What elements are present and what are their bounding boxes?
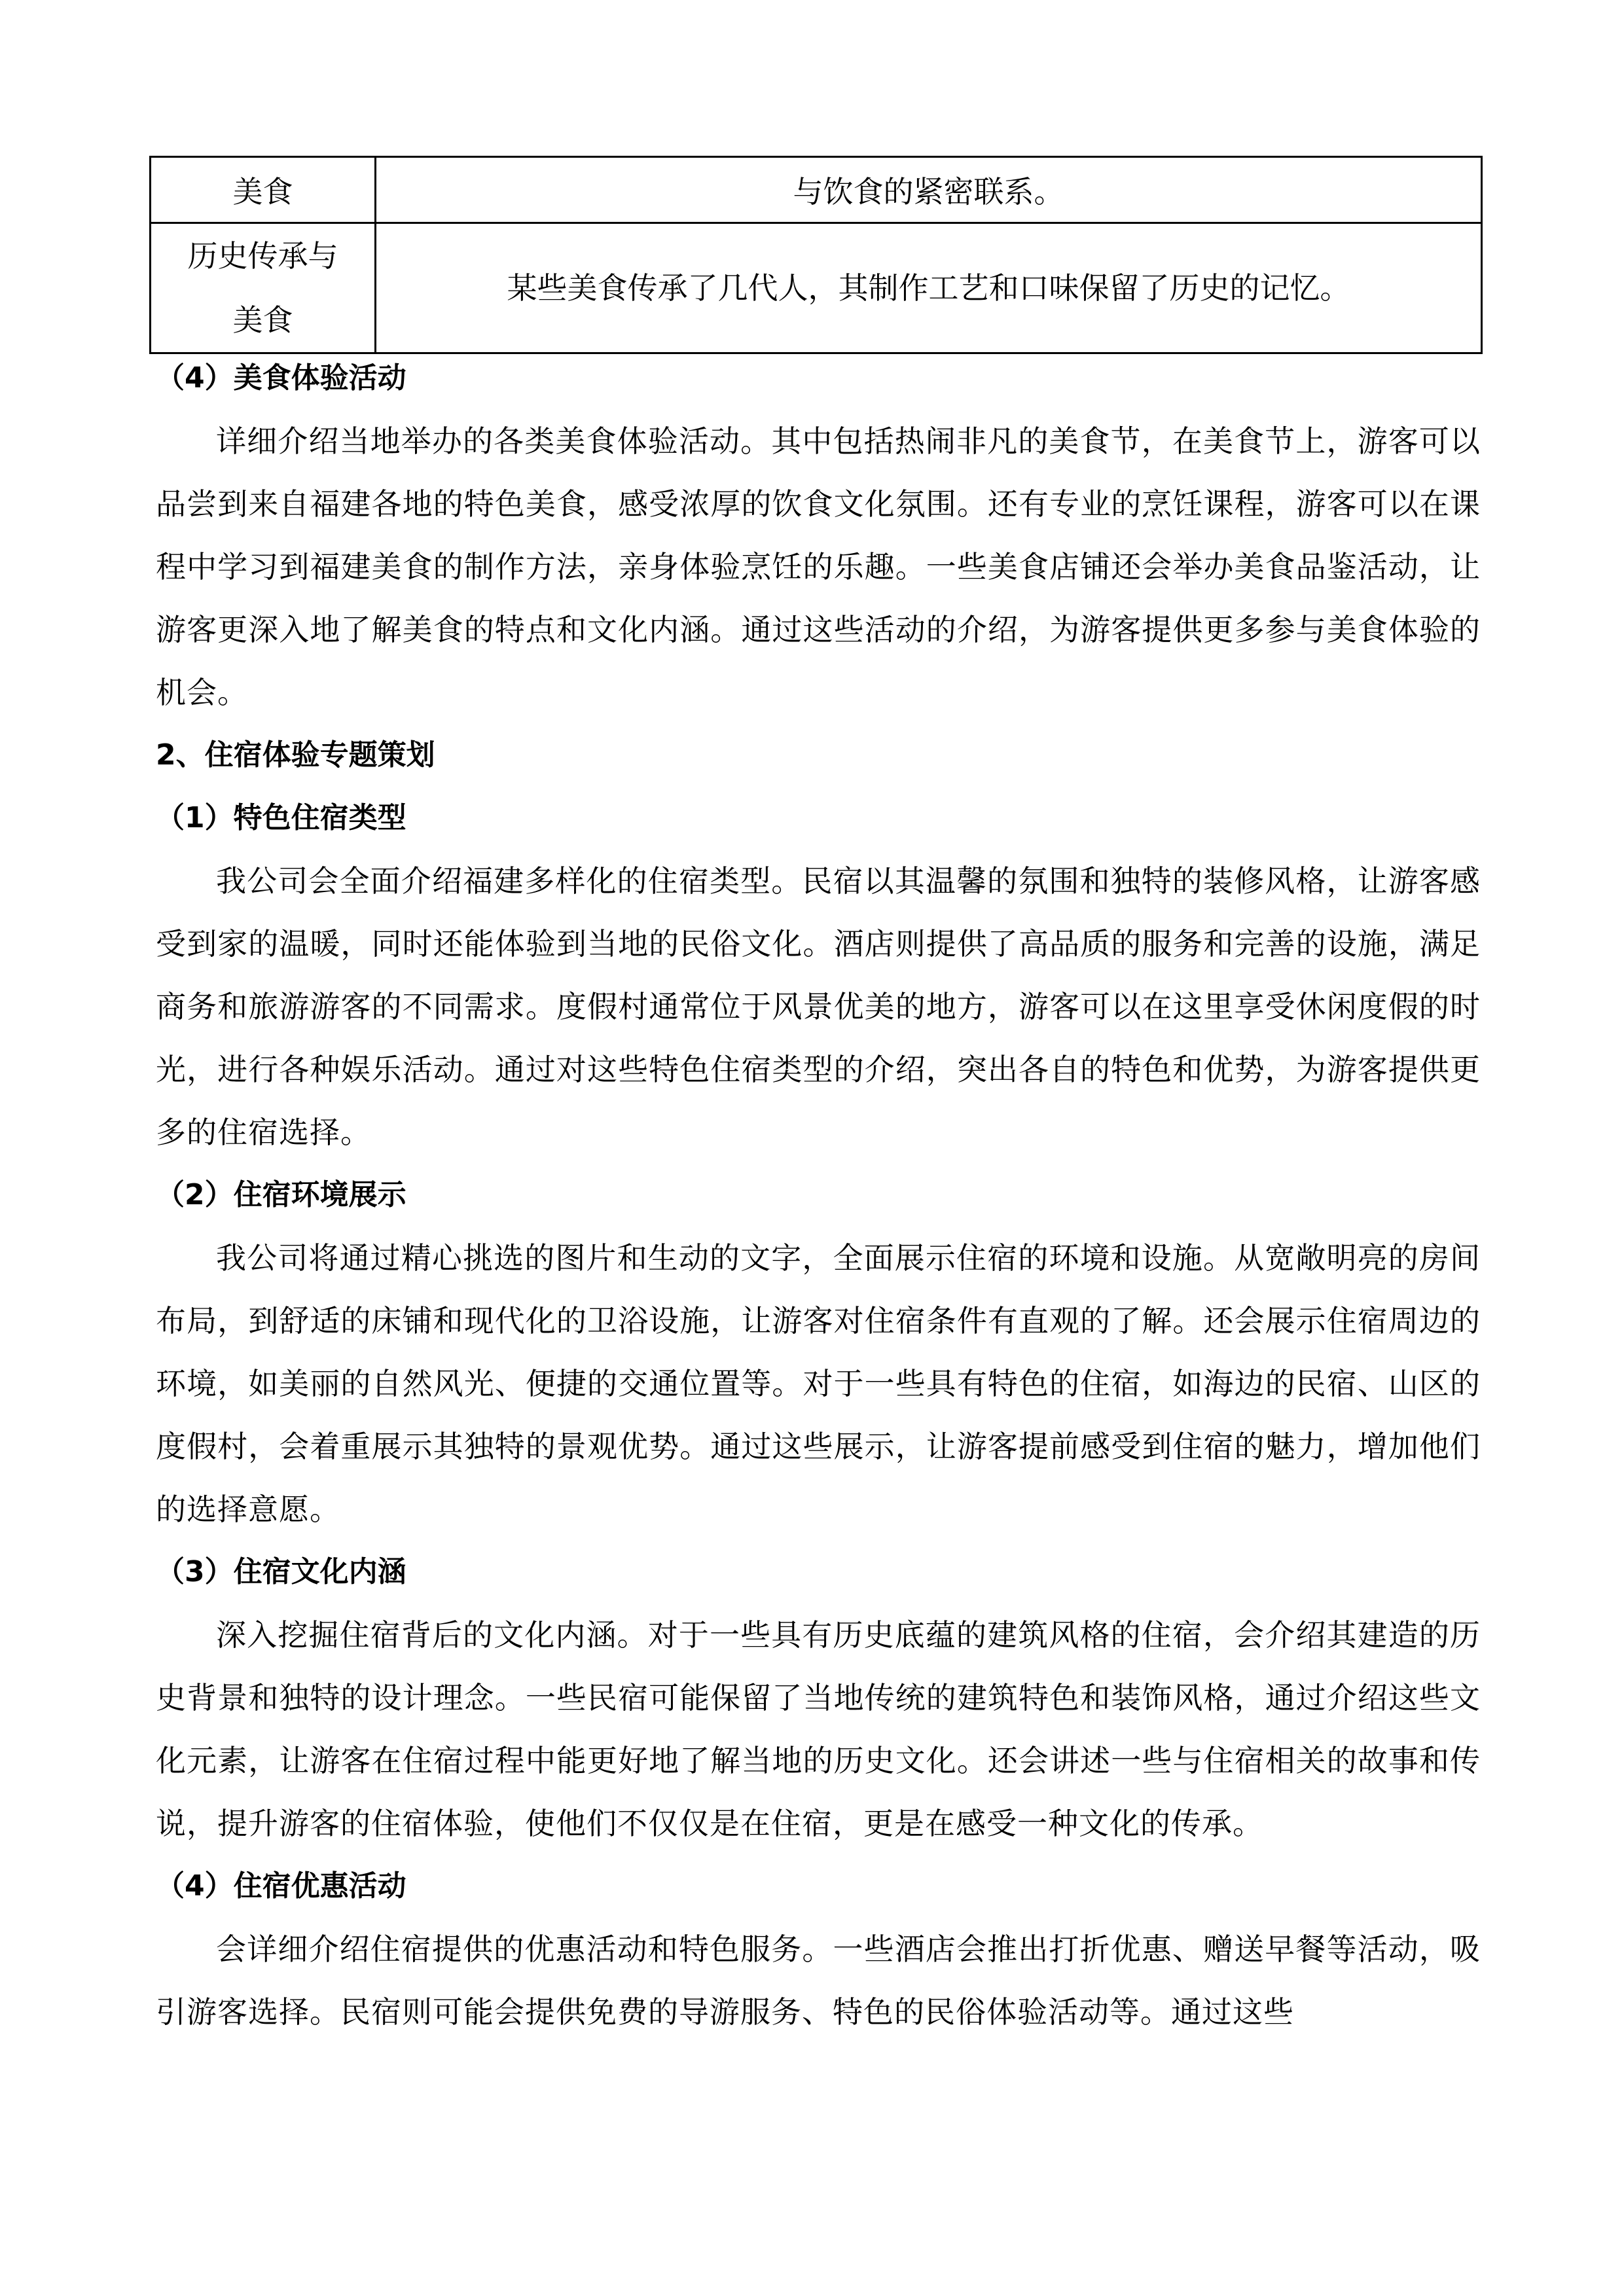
- paragraph-lodging-culture: 深入挖掘住宿背后的文化内涵。对于一些具有历史底蕴的建筑风格的住宿，会介绍其建造的历史背景和独特的设计理念。一些民宿可能保留了当地传统的建筑特色和装饰风格，通过介绍这些文化元素，让游客在住宿过程中能更好地了解当地的历史文化。还会讲述一些与住宿相关的故事和传说，提升游客的住宿体验，使他们不仅仅是在住宿，更是在感受一种文化的传承。: [156, 1617, 1481, 1841]
- paragraph-lodging-offers: 会详细介绍住宿提供的优惠活动和特色服务。一些酒店会推出打折优惠、赠送早餐等活动，吸引游客选择。民宿则可能会提供免费的导游服务、特色的民俗体验活动等。通过这些: [156, 1931, 1481, 2030]
- document-body: [156, 347, 1481, 2043]
- paragraph-lodging-environment: 我公司将通过精心挑选的图片和生动的文字，全面展示住宿的环境和设施。从宽敞明亮的房间布局，到舒适的床铺和现代化的卫浴设施，让游客对住宿条件有直观的了解。还会展示住宿周边的环境，如美丽的自然风光、便捷的交通位置等。对于一些具有特色的住宿，如海边的民宿、山区的度假村，会着重展示其独特的景观优势。通过这些展示，让游客提前感受到住宿的魅力，增加他们的选择意愿。: [156, 1240, 1481, 1527]
- continued-table: [149, 156, 1483, 354]
- heading-lodging-culture: （3）住宿文化内涵: [156, 1555, 406, 1588]
- table-row: [151, 223, 1482, 353]
- table-label-line-2: 美食: [232, 302, 293, 338]
- table-label-cell: [151, 157, 376, 223]
- table-row: [151, 157, 1482, 223]
- heading-food-activity: （4）美食体验活动: [156, 361, 406, 395]
- table-label: 美食: [232, 174, 293, 209]
- paragraph-food-activity: 详细介绍当地举办的各类美食体验活动。其中包括热闹非凡的美食节，在美食节上，游客可以品尝到来自福建各地的特色美食，感受浓厚的饮食文化氛围。还有专业的烹饪课程，游客可以在课程中学习到福建美食的制作方法，亲身体验烹饪的乐趣。一些美食店铺还会举办美食品鉴活动，让游客更深入地了解美食的特点和文化内涵。通过这些活动的介绍，为游客提供更多参与美食体验的机会。: [156, 423, 1481, 710]
- table-label-cell: [151, 223, 376, 353]
- table-text-cell: 某些美食传承了几代人，其制作工艺和口味保留了历史的记忆。: [376, 223, 1482, 353]
- table-label-line-1: 历史传承与: [187, 238, 338, 274]
- heading-lodging-offers: （4）住宿优惠活动: [156, 1869, 406, 1903]
- heading-lodging-plan: 2、住宿体验专题策划: [156, 738, 435, 772]
- heading-lodging-environment: （2）住宿环境展示: [156, 1178, 406, 1211]
- paragraph-lodging-types: 我公司会全面介绍福建多样化的住宿类型。民宿以其温馨的氛围和独特的装修风格，让游客感受到家的温暖，同时还能体验到当地的民俗文化。酒店则提供了高品质的服务和完善的设施，满足商务和旅游游客的不同需求。度假村通常位于风景优美的地方，游客可以在这里享受休闲度假的时光，进行各种娱乐活动。通过对这些特色住宿类型的介绍，突出各自的特色和优势，为游客提供更多的住宿选择。: [156, 863, 1481, 1150]
- table-text-cell: 与饮食的紧密联系。: [376, 157, 1482, 223]
- heading-lodging-types: （1）特色住宿类型: [156, 801, 406, 834]
